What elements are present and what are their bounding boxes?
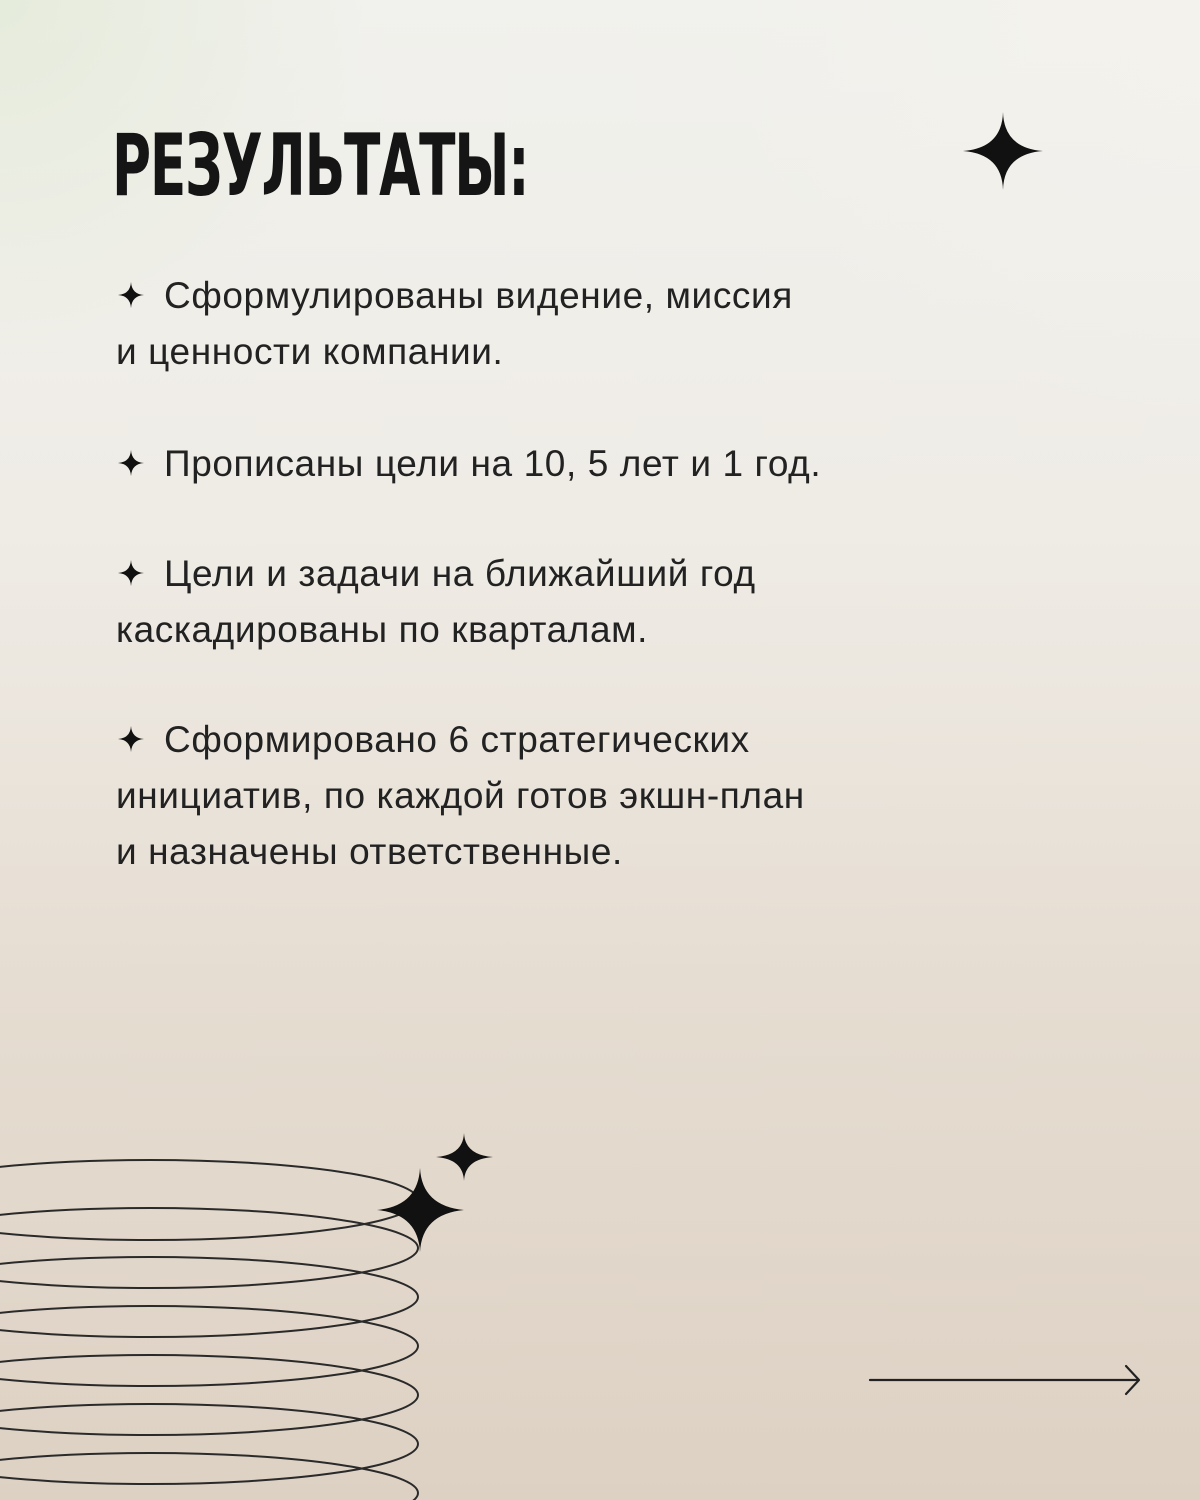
sparkle-icon	[116, 558, 146, 588]
result-text: Сформулированы видение, миссия	[164, 275, 793, 316]
result-item	[116, 712, 1076, 880]
result-item	[116, 546, 1076, 658]
result-item	[116, 268, 1076, 380]
page-title: РЕЗУЛЬТАТЫ:	[112, 116, 529, 216]
sparkle-icon	[116, 448, 146, 478]
result-text: и ценности компании.	[116, 331, 504, 372]
result-text: и назначены ответственные.	[116, 831, 623, 872]
result-text: инициатив, по каждой готов экшн-план	[116, 775, 805, 816]
result-item	[116, 436, 1076, 492]
sparkle-icon	[116, 724, 146, 754]
result-text: каскадированы по кварталам.	[116, 609, 649, 650]
result-text: Цели и задачи на ближайший год	[164, 553, 756, 594]
sparkle-icon	[116, 280, 146, 310]
result-text: Сформировано 6 стратегических	[164, 719, 750, 760]
result-text: Прописаны цели на 10, 5 лет и 1 год.	[164, 443, 822, 484]
